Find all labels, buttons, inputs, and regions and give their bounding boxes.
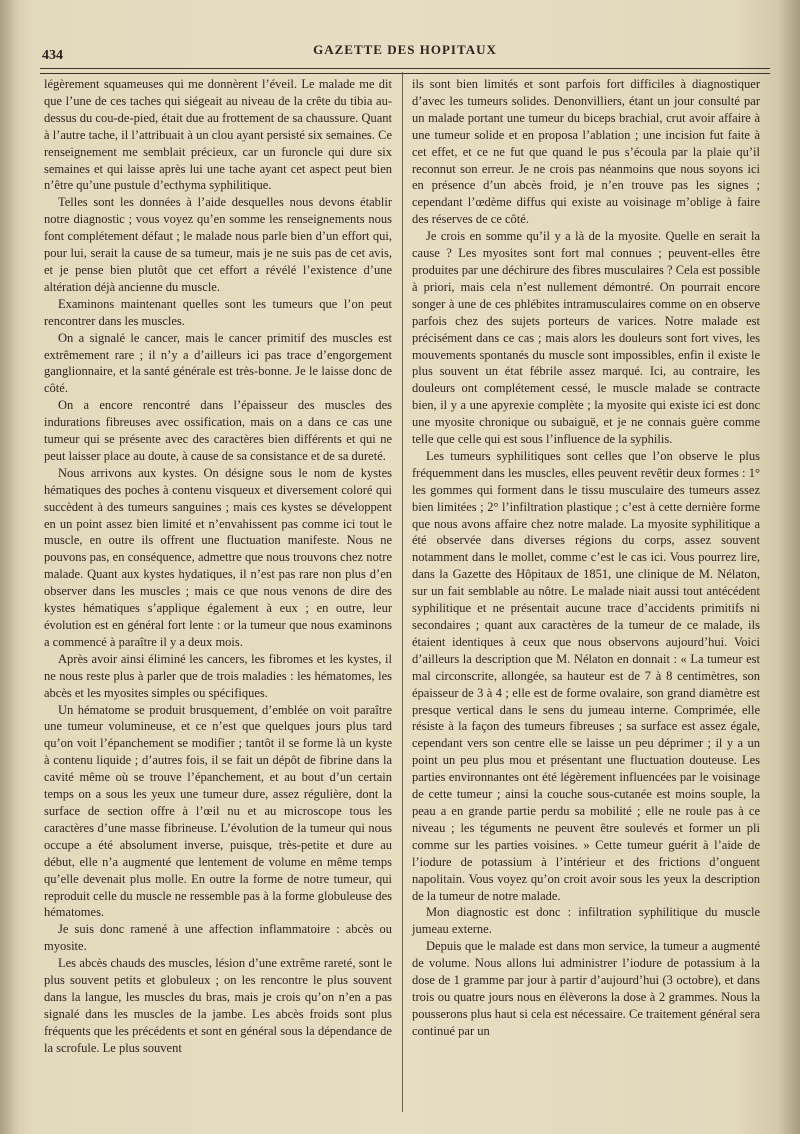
paragraph: Après avoir ainsi éliminé les cancers, les fibromes et les kystes, il ne nous reste plus à parler que de trois maladies : les hématomes, les abcès et les myosites simples ou spécifiques. — [44, 651, 392, 700]
paragraph: Nous arrivons aux kystes. On désigne sous le nom de kystes hématiques des poches à contenu visqueux et diversement coloré qui succèdent à des tumeurs sanguines ; mais ces kystes se développent en un point assez bien limité et n’envahissent pas comme ici tout le muscle, en outre ils offrent une fluctuation manifeste. Nous ne pouvons pas, en conséquence, admettre que nous trouvons chez notre malade. Quant aux kystes hydatiques, il n’est pas rare non plus d’en observer dans les muscles ; mais ce que nous venons de dire des kystes hématiques s’applique également à eux ; en outre, leur évolution est en général fort lente : or la tumeur que nous examinons a commencé à paraître il y a deux mois. — [44, 465, 392, 649]
paragraph: Un hématome se produit brusquement, d’emblée on voit paraître une tumeur volumineuse, et ce n’est que quelques jours plus tard qu’on voit l’épanchement se modifier ; tantôt il se forme là un kyste à contenu liquide ; d’autres fois, il se fait un dépôt de fibrine dans la cavité même où se trouve l’épanchement, et au bout d’un certain temps on a sous les yeux une tumeur dure, assez régulière, dont la surface de section offre à l’œil nu et au microscope tous les caractères d’une masse fibrineuse. L’évolution de la tumeur qui nous occupe a été absolument inverse, puisque, très-petite et dure au début, elle n’a augmenté que lentement de volume en même temps qu’elle devenait plus molle. En outre la forme de notre tumeur, qui reproduit celle du muscle ne ressemble pas à la forme globuleuse des hématomes. — [44, 702, 392, 920]
paragraph: Les tumeurs syphilitiques sont celles que l’on observe le plus fréquemment dans les muscles, elles peuvent revêtir deux formes : 1° les gommes qui forment dans le tissu musculaire des tumeurs assez bien limitées ; 2° l’infiltration plastique ; c’est à cette dernière forme que nous avons affaire chez notre malade. La myosite syphilitique a été observée dans diverses régions du corps, assez souvent notamment dans le mollet, comme c’est le cas ici. Vous pourrez lire, dans la Gazette des Hôpitaux de 1851, une clinique de M. Nélaton, sur un fait semblable au nôtre. Le malade niait aussi tout antécédent syphilitique et ne présentait aucune trace d’accidents primitifs ni secondaires ; quant aux caractères de la tumeur de ce malade, ils étaient identiques à ceux que nous observons aujourd’hui. Voici d’ailleurs la description que M. Nélaton en donnait : « La tumeur est mal circonscrite, allongée, sa hauteur est de 7 à 8 centimètres, son épaisseur de 3 à 4 ; elle est de forme ovalaire, son grand diamètre est presque vertical dans le sens du jumeau interne. Comprimée, elle résiste à la façon des tumeurs fibreuses ; sa surface est assez égale, cependant vers son centre elle se laisse un peu déprimer ; il y a un point un peu plus mou et présentant une fluctuation douteuse. Les parties environnantes ont été légèrement influencées par le voisinage de cette tumeur ; ainsi la couche sous-cutanée est moins souple, la peau a en grande partie perdu sa mobilité ; elle ne roule pas à ce niveau ; les téguments ne peuvent être soulevés et former un pli comme sur les parties voisines. » Cette tumeur guérit à l’aide de l’iodure de potassium à l’intérieur et des frictions d’onguent napolitain. Vous voyez qu’on croit avoir sous les yeux la description de la tumeur de notre malade. — [412, 448, 760, 903]
page-edge-shadow-right — [778, 0, 800, 1134]
paragraph: Je crois en somme qu’il y a là de la myosite. Quelle en serait la cause ? Les myosites sont fort mal connues ; peuvent-elles être produites par une déchirure des fibres musculaires ? Cela est possible à priori, mais cela n’est nullement démontré. On pourrait encore songer à une de ces phlébites intramusculaires comme on en observe parfois chez des sujets porteurs de varices. Notre malade est précisément dans ce cas ; mais alors les douleurs sont fort vives, les mouvements spontanés du muscle sont impossibles, enfin il existe le plus souvent un état fébrile assez marqué. Ici, au contraire, les douleurs ont complétement cessé, le muscle malade se contracte bien, il y a une apyrexie complète ; la myosite qui existe ici est donc une myosite chronique ou subaiguë, et je ne connais guère comme telle que celle qui est sous l’influence de la syphilis. — [412, 229, 760, 447]
paragraph: Mon diagnostic est donc : infiltration syphilitique du muscle jumeau externe. — [412, 905, 760, 937]
paragraph: Examinons maintenant quelles sont les tumeurs que l’on peut rencontrer dans les muscles. — [44, 296, 392, 328]
paragraph: légèrement squameuses qui me donnèrent l’éveil. Le malade me dit que l’une de ces taches qui siégeait au niveau de la crête du tibia au-dessus du cou-de-pied, était due au frottement de sa chaussure. Quant à l’autre tache, il l’attribuait à un clou ayant persisté six semaines. Ce renseignement me semblait précieux, car un furoncle qui dure six semaines et qui laisse après lui une tache ayant cet aspect peut bien n’être qu’une pustule d’ecthyma syphilitique. — [44, 77, 392, 193]
page-number: 434 — [42, 48, 63, 63]
paragraph: Les abcès chauds des muscles, lésion d’une extrême rareté, sont le plus souvent petits et globuleux ; on les rencontre le plus souvent dans la langue, les muscles du bras, mais je crois qu’on n’en a pas signalé dans les muscles de la jambe. Les abcès froids sont plus fréquents que les précédents et sont en général sous la dépendance de la scrofule. Le plus souvent — [44, 956, 392, 1055]
paragraph: On a signalé le cancer, mais le cancer primitif des muscles est extrêmement rare ; il n’y a d’ailleurs ici pas trace d’engorgement ganglionnaire, et la santé générale est très-bonne. Je le laisse donc de côté. — [44, 330, 392, 396]
page-edge-shadow-left — [0, 0, 18, 1134]
paragraph: ils sont bien limités et sont parfois fort difficiles à diagnostiquer d’avec les tumeurs solides. Denonvilliers, étant un jour consulté par un malade portant une tumeur du biceps brachial, crut avoir affaire à une tumeur solide et en proposa l’ablation ; une incision fut faite à cet effet, et ce ne fut que quand le pus s’écoula par la plaie qu’il reconnut son erreur. Je ne crois pas néanmoins que nous soyons ici en présence d’un abcès froid, je n’en trouve pas les signes ; cependant l’œdème diffus qui existe au voisinage m’oblige à faire des réserves de ce côté. — [412, 77, 760, 227]
journal-title: GAZETTE DES HOPITAUX — [313, 42, 497, 57]
paragraph: On a encore rencontré dans l’épaisseur des muscles des indurations fibreuses avec ossification, mais on a dans ce cas une tumeur qui se présente avec des caractères bien différents et qui ne peut laisser place au doute, à cause de sa consistance et de sa dureté. — [44, 398, 392, 463]
left-column — [44, 76, 392, 1057]
paragraph: Telles sont les données à l’aide desquelles nous devons établir notre diagnostic ; vous voyez qu’en somme les renseignements nous font complétement défaut ; le malade nous parle bien d’un effort qui, pour lui, serait la cause de sa tumeur, mais je ne suis pas de cet avis, et je pense bien plutôt que cet effort a révélé l’existence d’une altération déjà ancienne du muscle. — [44, 195, 392, 294]
paragraph: Je suis donc ramené à une affection inflammatoire : abcès ou myosite. — [44, 922, 392, 954]
header-rule — [40, 68, 770, 74]
column-divider — [402, 72, 403, 1112]
paragraph: Depuis que le malade est dans mon service, la tumeur a augmenté de volume. Nous allons lui administrer l’iodure de potassium à la dose de 1 gramme par jour à partir d’aujourd’hui (3 octobre), et dans trois ou quatre jours nous en élèverons la dose à 2 grammes. Nous la pousserons plus haut si cela est nécessaire. Ce traitement général sera continué par un — [412, 939, 760, 1038]
page-header — [40, 40, 770, 62]
right-column — [412, 76, 760, 1040]
